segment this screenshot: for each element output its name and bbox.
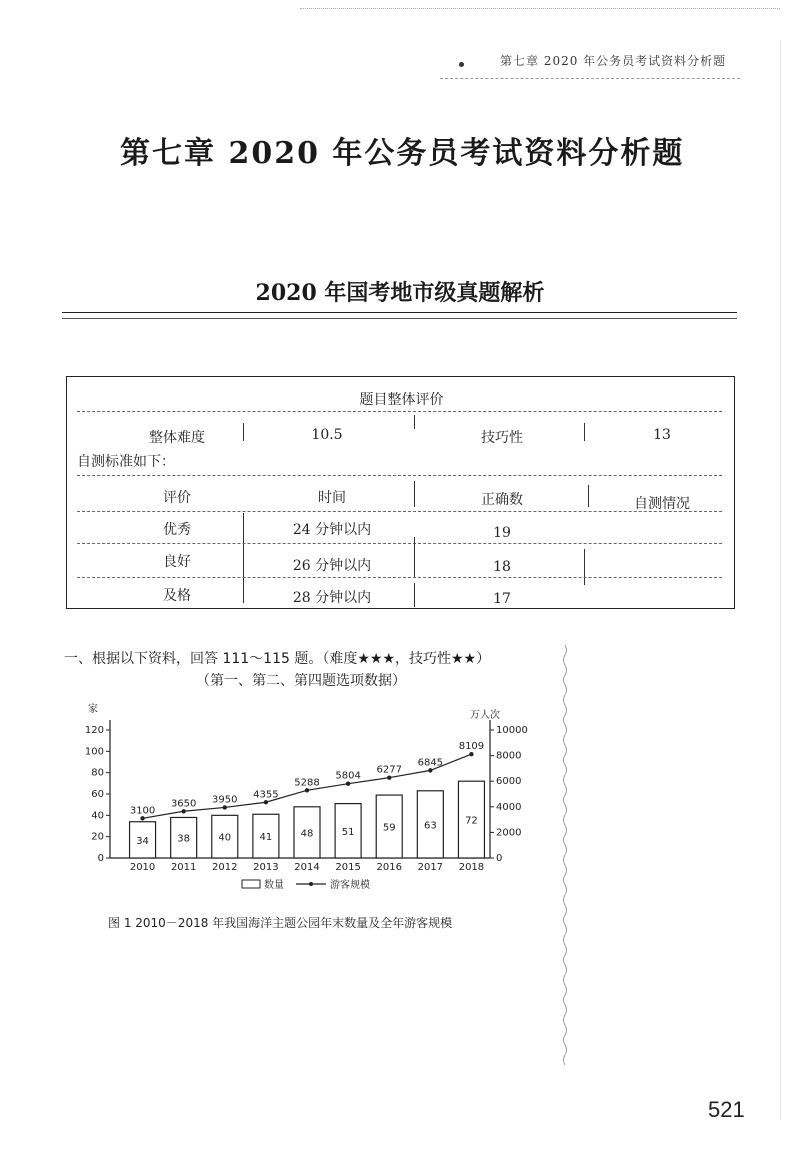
bar-value-label: 59 [382,822,396,834]
x-axis-tick-label: 2017 [417,862,444,873]
row-divider [77,411,722,412]
bar-value-label: 41 [259,832,273,844]
row-grade: 良好 [163,554,191,570]
row-divider [77,511,722,512]
column-header-grade: 评价 [163,490,191,506]
column-header-time: 时间 [318,490,346,506]
theme-park-chart [70,700,570,900]
visitor-point [387,775,391,779]
self-test-note: 自测标准如下： [77,454,175,470]
column-divider [584,549,585,585]
legend-line-marker [309,882,313,886]
column-divider [414,415,415,429]
row-divider [77,543,722,544]
right-axis-unit: 万人次 [470,710,500,721]
left-axis-tick-label: 0 [97,853,104,864]
bar-value-label: 34 [136,835,149,847]
row-time: 28 分钟以内 [292,590,372,606]
row-time: 26 分钟以内 [292,558,372,574]
left-axis-tick-label: 60 [91,789,104,800]
legend-line-label: 游客规模 [330,880,370,891]
top-dotted-rule [300,8,780,9]
visitor-point [264,800,268,804]
row-correct: 17 [493,591,511,607]
bar-value-label: 48 [300,828,314,840]
x-axis-tick-label: 2010 [129,862,156,873]
right-axis-tick-label: 6000 [496,776,522,788]
question-subtitle: （第一、第二、第四题选项数据） [196,673,406,689]
visitor-value-label: 6845 [417,757,444,769]
right-axis-tick-label: 10000 [496,725,528,736]
column-divider [414,537,415,577]
right-axis-tick-label: 2000 [496,827,522,839]
bar-value-label: 72 [465,815,478,827]
question-intro: 一、根据以下资料，回答 111～115 题。（难度★★★，技巧性★★） [64,651,491,667]
bar-value-label: 63 [423,820,437,832]
bar-value-label: 38 [177,833,191,845]
row-divider [77,577,722,578]
left-axis-tick-label: 20 [91,831,104,843]
right-axis-tick-label: 4000 [496,801,522,813]
left-axis-tick-label: 80 [91,767,104,779]
section-title: 2020 年国考地市级真题解析 [255,280,545,306]
skill-value: 13 [653,427,671,443]
evaluation-heading: 题目整体评价 [359,392,444,408]
bar-value-label: 51 [341,826,355,838]
visitor-point [181,809,185,813]
figure-caption: 图 1 2010－2018 年我国海洋主题公园年末数量及全年游客规模 [108,916,453,930]
left-axis-tick-label: 40 [91,810,104,822]
x-axis-tick-label: 2013 [253,862,279,873]
column-divider [243,423,244,441]
running-head: 第七章 2020 年公务员考试资料分析题 [500,54,727,68]
legend-bar-swatch [242,880,260,888]
visitor-value-label: 5804 [335,770,361,782]
row-correct: 18 [493,559,511,575]
running-head-rule [440,78,740,79]
skill-label: 技巧性 [481,430,523,446]
chapter-title: 第七章 2020 年公务员考试资料分析题 [120,136,685,171]
right-axis-tick-label: 8000 [496,750,522,762]
visitor-point [223,805,227,809]
column-header-correct: 正确数 [481,492,523,508]
section-rule [62,312,737,313]
section-rule [62,318,737,319]
difficulty-value: 10.5 [311,427,343,443]
visitor-value-label: 6277 [376,764,402,776]
row-grade: 优秀 [163,522,191,538]
visitor-point [469,752,473,756]
column-divider [414,481,415,507]
visitor-point [140,816,144,820]
visitor-value-label: 8109 [458,741,485,753]
column-divider [414,583,415,607]
row-correct: 19 [493,525,511,541]
evaluation-table [66,376,735,609]
page-number: 521 [708,1097,745,1122]
visitor-point [428,768,432,772]
legend-bar-label: 数量 [264,880,284,891]
column-divider [588,485,589,507]
visitor-value-label: 5288 [294,777,320,789]
row-divider [77,475,722,476]
visitor-value-label: 3100 [129,805,156,817]
left-axis-unit: 家 [88,704,98,715]
visitor-point [305,788,309,792]
column-divider [584,423,585,441]
row-grade: 及格 [163,588,191,604]
running-head-bullet [459,62,464,67]
row-time: 24 分钟以内 [292,522,372,538]
visitor-point [346,782,350,786]
bar-value-label: 40 [218,832,232,844]
difficulty-label: 整体难度 [149,430,205,446]
x-axis-tick-label: 2014 [294,862,320,873]
right-axis-tick-label: 0 [496,853,503,864]
x-axis-tick-label: 2011 [170,862,197,873]
visitor-value-label: 3950 [212,794,238,806]
page-edge [780,40,781,1120]
visitor-value-label: 4355 [253,789,279,801]
column-header-self-test: 自测情况 [634,496,690,512]
x-axis-tick-label: 2018 [458,862,485,873]
x-axis-tick-label: 2015 [335,862,361,873]
x-axis-tick-label: 2016 [376,862,402,873]
left-axis-tick-label: 120 [84,725,104,736]
visitor-value-label: 3650 [170,798,197,810]
x-axis-tick-label: 2012 [212,862,238,873]
left-axis-tick-label: 100 [84,746,104,758]
